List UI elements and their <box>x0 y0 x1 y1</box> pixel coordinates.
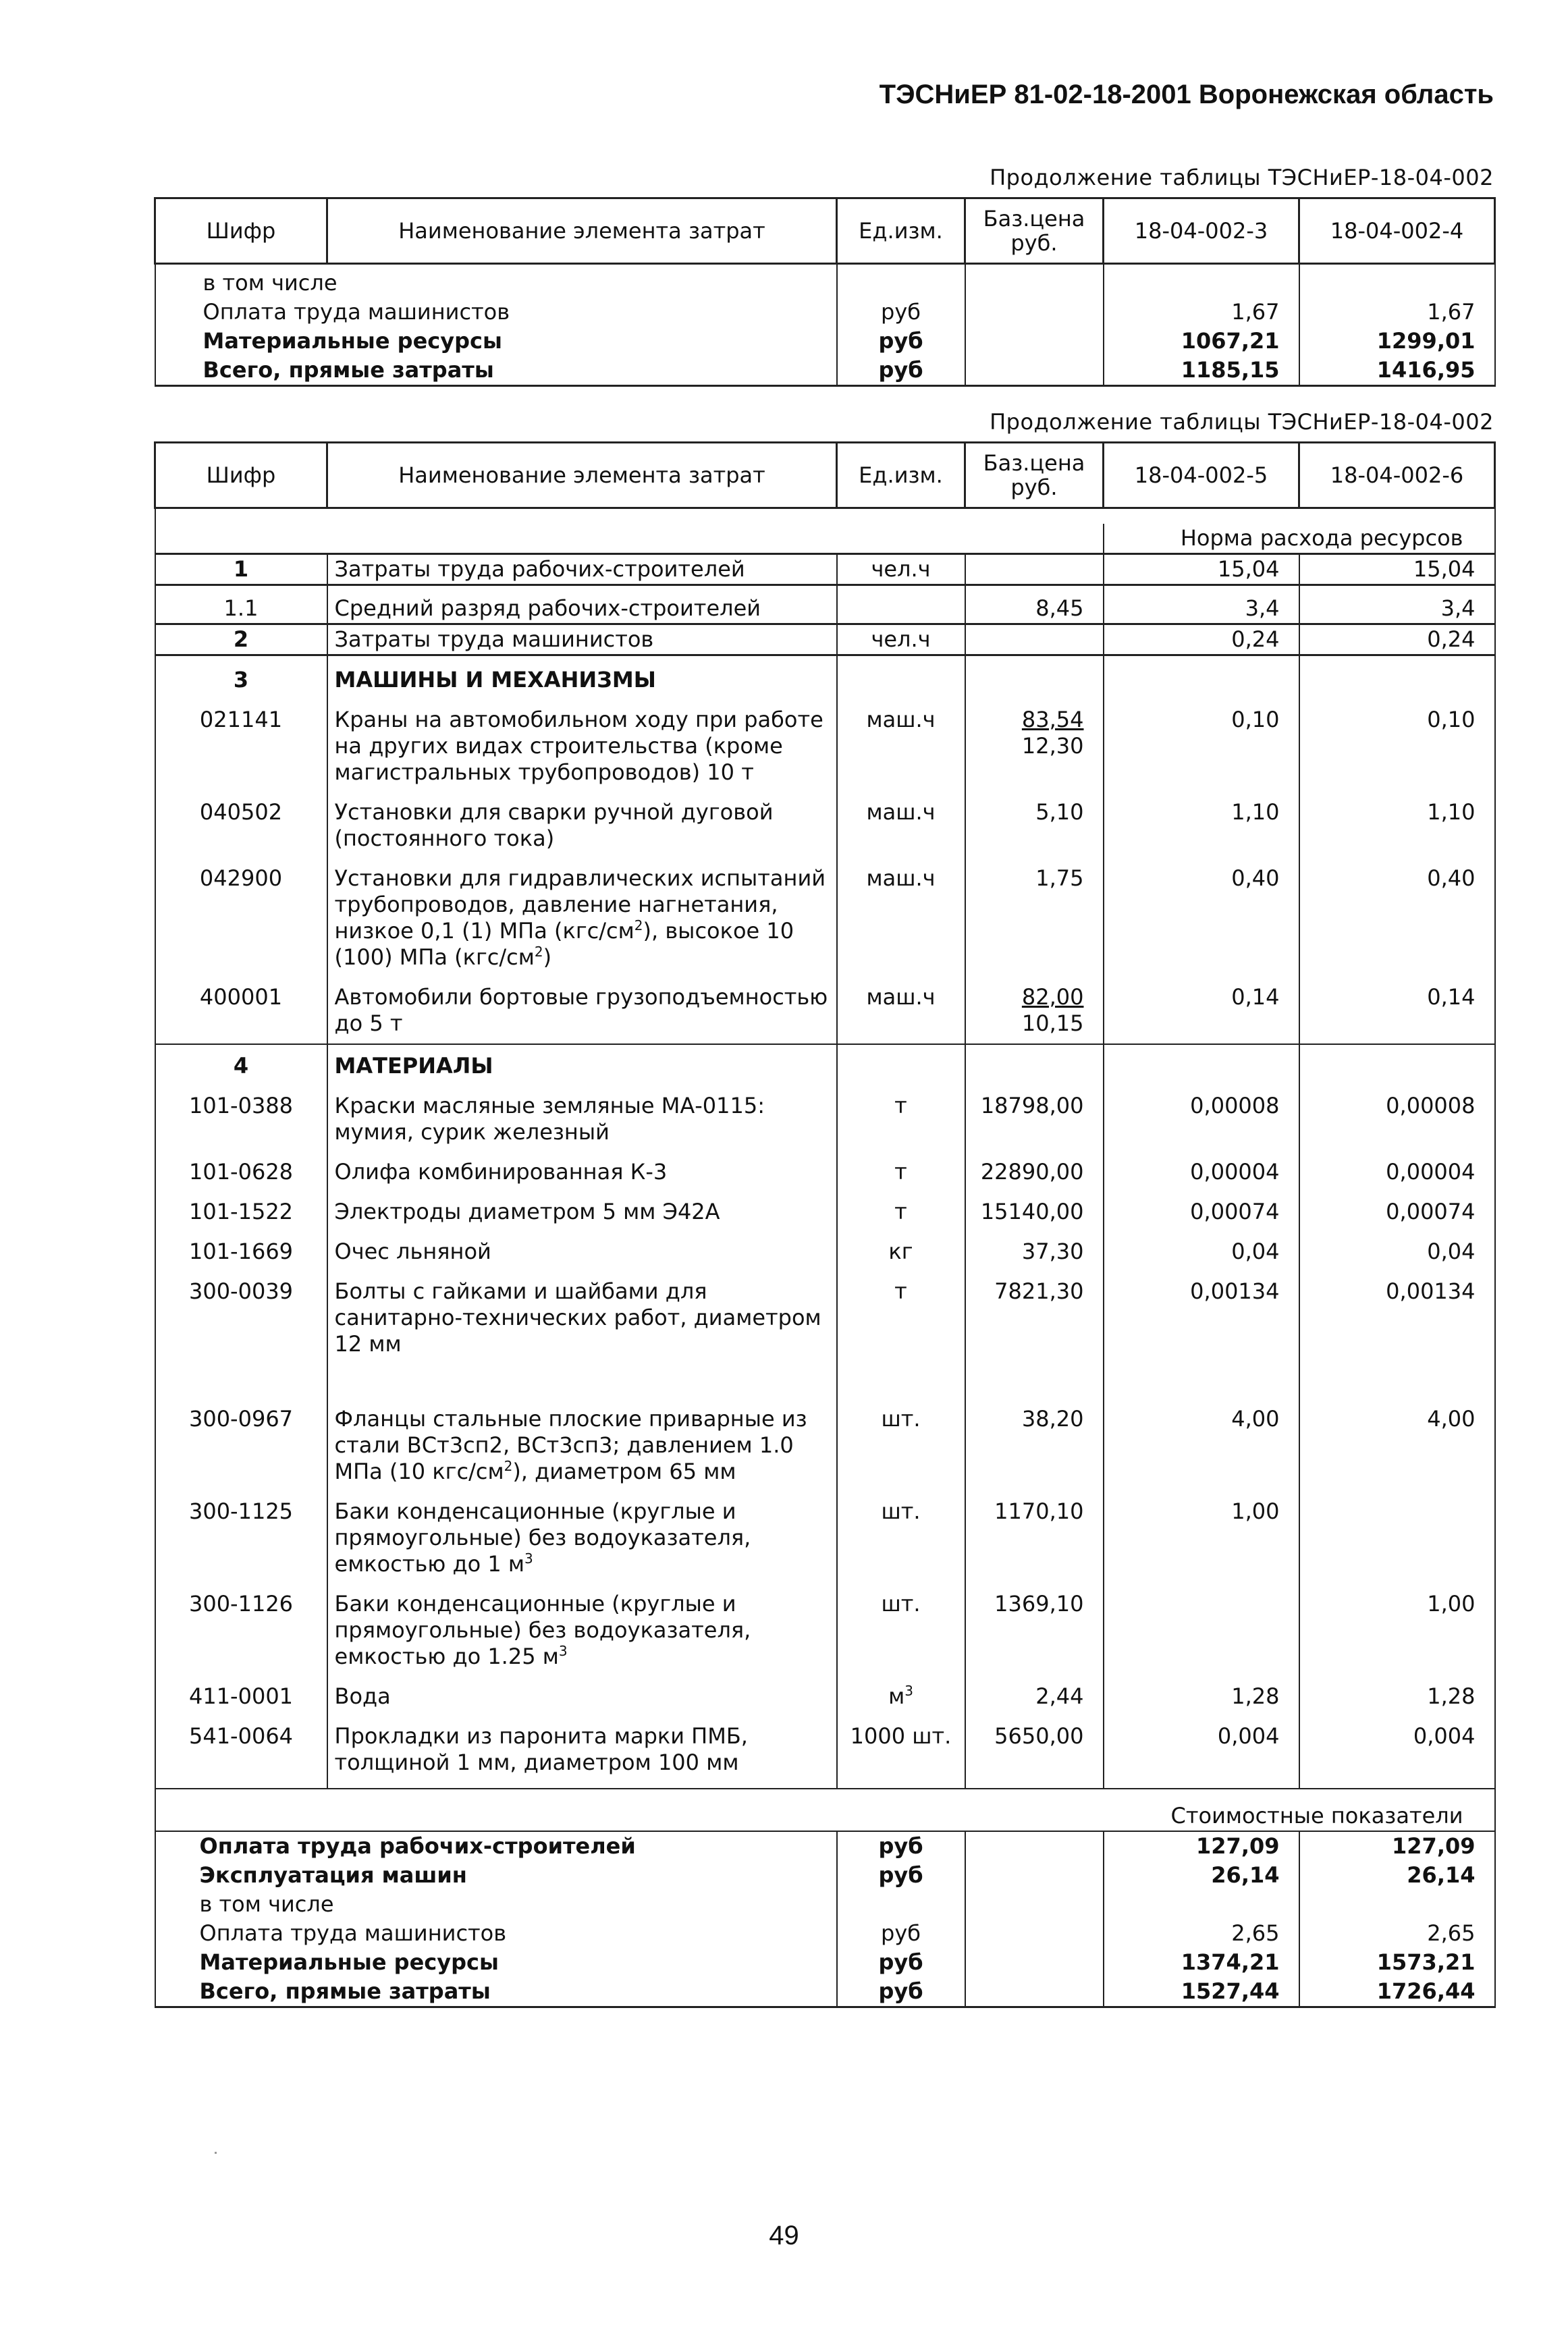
price-secondary: 10,15 <box>1021 1010 1084 1036</box>
row-code: 021141 <box>155 695 327 787</box>
table-row <box>155 1226 1495 1266</box>
row-price: 1369,10 <box>965 1579 1104 1671</box>
totals-row <box>155 1831 1495 1861</box>
table1-header-row <box>155 198 1495 264</box>
total-value-1: 26,14 <box>1104 1861 1299 1890</box>
row-unit: т <box>837 1081 965 1147</box>
total-value-2 <box>1299 1890 1495 1919</box>
row-name: Всего, прямые затраты <box>155 356 837 386</box>
row-value-2 <box>1299 1486 1495 1579</box>
row-value-2: 1416,95 <box>1299 356 1495 386</box>
totals-row <box>155 1948 1495 1977</box>
table2-header-row <box>155 443 1495 508</box>
row-value-2: 0,14 <box>1299 972 1495 1044</box>
row-value-1: 0,00004 <box>1104 1147 1299 1187</box>
row-price <box>965 624 1104 655</box>
row-unit: чел.ч <box>837 624 965 655</box>
row-code: 2 <box>155 624 327 655</box>
row-name: Баки конденсационные (круглые и прямоугольные) без водоуказателя, емкостью до 1.25 $м^3$ <box>327 1579 837 1671</box>
row-code: 101-1522 <box>155 1187 327 1226</box>
price-primary: 82,00 <box>1021 984 1084 1010</box>
row-unit: руб <box>837 327 965 356</box>
table2 <box>154 441 1496 2008</box>
row-price <box>965 695 1104 787</box>
row-unit: шт. <box>837 1579 965 1671</box>
total-value-1: 1374,21 <box>1104 1948 1299 1977</box>
row-value-1: 0,14 <box>1104 972 1299 1044</box>
total-value-1: 2,65 <box>1104 1919 1299 1948</box>
cost-label: Стоимостные показатели <box>1104 1789 1495 1831</box>
row-unit: чел.ч <box>837 554 965 585</box>
table-row <box>155 585 1495 624</box>
row-name: Баки конденсационные (круглые и прямоугольные) без водоуказателя, емкостью до 1 $м^3$ <box>327 1486 837 1579</box>
row-value-1: 0,00134 <box>1104 1266 1299 1398</box>
row-value-1: 0,00008 <box>1104 1081 1299 1147</box>
total-value-2: 127,09 <box>1299 1831 1495 1861</box>
row-name: Очес льняной <box>327 1226 837 1266</box>
row-price: 5650,00 <box>965 1711 1104 1789</box>
row-price: 37,30 <box>965 1226 1104 1266</box>
row-code: 040502 <box>155 787 327 853</box>
row-name: Оплата труда машинистов <box>155 298 837 327</box>
row-value-2: 0,10 <box>1299 695 1495 787</box>
row-value-1: 0,04 <box>1104 1226 1299 1266</box>
row-name: в том числе <box>155 264 837 298</box>
row-unit: т <box>837 1266 965 1398</box>
row-code: 101-1669 <box>155 1226 327 1266</box>
col-header-rate-1: 18-04-002-5 <box>1104 443 1299 508</box>
total-name: в том числе <box>155 1890 837 1919</box>
row-unit: т <box>837 1147 965 1187</box>
row-price <box>965 356 1104 386</box>
total-unit: руб <box>837 1977 965 2007</box>
row-name: Автомобили бортовые грузоподъемностью до 5 т <box>327 972 837 1044</box>
row-unit: $м^3$ <box>837 1671 965 1711</box>
row-name: Электроды диаметром 5 мм Э42А <box>327 1187 837 1226</box>
total-value-1: 1527,44 <box>1104 1977 1299 2007</box>
row-unit <box>837 264 965 298</box>
row-unit: руб <box>837 298 965 327</box>
col-header-name: Наименование элемента затрат <box>327 443 837 508</box>
row-price: 22890,00 <box>965 1147 1104 1187</box>
row-code: 411-0001 <box>155 1671 327 1711</box>
col-header-unit: Ед.изм. <box>837 443 965 508</box>
table-row <box>155 1081 1495 1147</box>
col-header-price: Баз.цена руб. <box>965 443 1104 508</box>
row-value-2: 0,24 <box>1299 624 1495 655</box>
row-value-2: 1,00 <box>1299 1579 1495 1671</box>
row-value-1: 1,67 <box>1104 298 1299 327</box>
norm-label-row <box>155 524 1495 554</box>
table-row <box>155 1579 1495 1671</box>
table-row <box>155 787 1495 853</box>
row-code: 300-0039 <box>155 1266 327 1398</box>
totals-row <box>155 1890 1495 1919</box>
table-row <box>155 1398 1495 1486</box>
row-value-2: 0,04 <box>1299 1226 1495 1266</box>
row-name: МАШИНЫ И МЕХАНИЗМЫ <box>327 655 837 695</box>
row-code: 1 <box>155 554 327 585</box>
row-name: Олифа комбинированная К-3 <box>327 1147 837 1187</box>
row-price <box>965 972 1104 1044</box>
row-price: 7821,30 <box>965 1266 1104 1398</box>
row-value-2: 3,4 <box>1299 585 1495 624</box>
table-row <box>155 1671 1495 1711</box>
row-code: 300-1125 <box>155 1486 327 1579</box>
total-value-1 <box>1104 1890 1299 1919</box>
section-header-row <box>155 655 1495 695</box>
row-price <box>965 554 1104 585</box>
row-value-2: 0,00074 <box>1299 1187 1495 1226</box>
row-value-1: 0,00074 <box>1104 1187 1299 1226</box>
row-unit: шт. <box>837 1486 965 1579</box>
table-row <box>155 1486 1495 1579</box>
row-unit: маш.ч <box>837 853 965 972</box>
row-price <box>965 327 1104 356</box>
row-value-1: 0,24 <box>1104 624 1299 655</box>
section-spacer <box>155 508 1495 524</box>
row-value-2: 0,00004 <box>1299 1147 1495 1187</box>
table-row <box>155 624 1495 655</box>
row-value-2: 1299,01 <box>1299 327 1495 356</box>
row-value-2: 1,28 <box>1299 1671 1495 1711</box>
row-unit: кг <box>837 1226 965 1266</box>
table-row <box>155 1711 1495 1789</box>
total-unit: руб <box>837 1831 965 1861</box>
row-name: Фланцы стальные плоские приварные из стали ВСт3сп2, ВСт3сп3; давлением 1.0 МПа (10 кгс/$см^2$), диаметром 65 мм <box>327 1398 837 1486</box>
row-value-1: 0,40 <box>1104 853 1299 972</box>
cost-label-row <box>155 1789 1495 1831</box>
row-value-1: 1067,21 <box>1104 327 1299 356</box>
price-secondary: 12,30 <box>1021 733 1084 759</box>
row-value-2 <box>1299 264 1495 298</box>
document-header-title: ТЭСНиЕР 81-02-18-2001 Воронежская область <box>879 80 1494 109</box>
row-value-2: 4,00 <box>1299 1398 1495 1486</box>
col-header-name: Наименование элемента затрат <box>327 198 837 264</box>
row-name: Средний разряд рабочих-строителей <box>327 585 837 624</box>
row-price: 1170,10 <box>965 1486 1104 1579</box>
col-header-rate-2: 18-04-002-6 <box>1299 443 1495 508</box>
table1 <box>154 197 1496 387</box>
row-name: Установки для гидравлических испытаний трубопроводов, давление нагнетания, низкое 0,1 (1) МПа $(кгс/см^2)$, высокое 10 (100) МПа $(кгс/см^2)$ <box>327 853 837 972</box>
total-value-2: 1573,21 <box>1299 1948 1495 1977</box>
table-row <box>155 1147 1495 1187</box>
table-row <box>155 554 1495 585</box>
row-value-2: 1,67 <box>1299 298 1495 327</box>
total-value-2: 1726,44 <box>1299 1977 1495 2007</box>
row-value-1: 1185,15 <box>1104 356 1299 386</box>
row-value-1: 1,00 <box>1104 1486 1299 1579</box>
table-row <box>155 853 1495 972</box>
table-row <box>155 972 1495 1044</box>
total-name: Оплата труда машинистов <box>155 1919 837 1948</box>
row-value-1: 0,004 <box>1104 1711 1299 1789</box>
col-header-code: Шифр <box>155 443 327 508</box>
row-name: Вода <box>327 1671 837 1711</box>
row-value-1: 4,00 <box>1104 1398 1299 1486</box>
row-value-2: 1,10 <box>1299 787 1495 853</box>
row-code: 3 <box>155 655 327 695</box>
norm-label: Норма расхода ресурсов <box>1104 524 1495 554</box>
row-code: 101-0628 <box>155 1147 327 1187</box>
row-code: 400001 <box>155 972 327 1044</box>
row-unit: маш.ч <box>837 695 965 787</box>
row-unit: шт. <box>837 1398 965 1486</box>
row-code: 101-0388 <box>155 1081 327 1147</box>
col-header-unit: Ед.изм. <box>837 198 965 264</box>
row-unit <box>837 585 965 624</box>
price-primary: 83,54 <box>1021 707 1084 732</box>
row-value-2: 0,00008 <box>1299 1081 1495 1147</box>
row-value-1: 0,10 <box>1104 695 1299 787</box>
row-unit: маш.ч <box>837 972 965 1044</box>
table-row <box>155 1266 1495 1398</box>
col-header-price: Баз.цена руб. <box>965 198 1104 264</box>
row-code: 042900 <box>155 853 327 972</box>
row-name: Болты с гайками и шайбами для санитарно-технических работ, диаметром 12 мм <box>327 1266 837 1398</box>
total-name: Эксплуатация машин <box>155 1861 837 1890</box>
row-price: 2,44 <box>965 1671 1104 1711</box>
row-name: МАТЕРИАЛЫ <box>327 1044 837 1081</box>
table-row <box>155 1187 1495 1226</box>
scan-speck <box>215 2152 217 2154</box>
table-row <box>155 298 1495 327</box>
row-unit: руб <box>837 356 965 386</box>
col-header-code: Шифр <box>155 198 327 264</box>
row-name: Затраты труда рабочих-строителей <box>327 554 837 585</box>
row-value-2: 15,04 <box>1299 554 1495 585</box>
row-code: 300-0967 <box>155 1398 327 1486</box>
total-value-1: 127,09 <box>1104 1831 1299 1861</box>
col-header-rate-1: 18-04-002-3 <box>1104 198 1299 264</box>
totals-row <box>155 1861 1495 1890</box>
row-price: 15140,00 <box>965 1187 1104 1226</box>
row-value-1: 1,28 <box>1104 1671 1299 1711</box>
row-code: 1.1 <box>155 585 327 624</box>
row-code: 300-1126 <box>155 1579 327 1671</box>
total-name: Оплата труда рабочих-строителей <box>155 1831 837 1861</box>
row-price: 38,20 <box>965 1398 1104 1486</box>
col-header-rate-2: 18-04-002-4 <box>1299 198 1495 264</box>
row-name: Затраты труда машинистов <box>327 624 837 655</box>
total-unit <box>837 1890 965 1919</box>
total-unit: руб <box>837 1861 965 1890</box>
row-price: 1,75 <box>965 853 1104 972</box>
row-value-1: 1,10 <box>1104 787 1299 853</box>
totals-row <box>155 1919 1495 1948</box>
table-row <box>155 695 1495 787</box>
row-price: 5,10 <box>965 787 1104 853</box>
row-price <box>965 264 1104 298</box>
row-value-1: 15,04 <box>1104 554 1299 585</box>
row-value-1 <box>1104 1579 1299 1671</box>
row-code: 4 <box>155 1044 327 1081</box>
table1-continuation-label: Продолжение таблицы ТЭСНиЕР-18-04-002 <box>990 165 1494 190</box>
table2-continuation-label: Продолжение таблицы ТЭСНиЕР-18-04-002 <box>990 409 1494 435</box>
row-value-2: 0,40 <box>1299 853 1495 972</box>
row-name: Прокладки из паронита марки ПМБ, толщиной 1 мм, диаметром 100 мм <box>327 1711 837 1789</box>
row-name: Краски масляные земляные МА-0115: мумия, сурик железный <box>327 1081 837 1147</box>
table-row <box>155 264 1495 298</box>
row-unit: т <box>837 1187 965 1226</box>
row-unit: маш.ч <box>837 787 965 853</box>
section-header-row <box>155 1044 1495 1081</box>
row-name: Материальные ресурсы <box>155 327 837 356</box>
row-price: 18798,00 <box>965 1081 1104 1147</box>
row-name: Краны на автомобильном ходу при работе на других видах строительства (кроме магистральных трубопроводов) 10 т <box>327 695 837 787</box>
row-price <box>965 298 1104 327</box>
row-value-1: 3,4 <box>1104 585 1299 624</box>
row-unit: 1000 шт. <box>837 1711 965 1789</box>
page-number: 49 <box>769 2221 799 2250</box>
total-value-2: 26,14 <box>1299 1861 1495 1890</box>
totals-row <box>155 1977 1495 2007</box>
row-code: 541-0064 <box>155 1711 327 1789</box>
row-name: Установки для сварки ручной дуговой (постоянного тока) <box>327 787 837 853</box>
row-value-1 <box>1104 264 1299 298</box>
table-row <box>155 327 1495 356</box>
total-name: Всего, прямые затраты <box>155 1977 837 2007</box>
row-price: 8,45 <box>965 585 1104 624</box>
total-name: Материальные ресурсы <box>155 1948 837 1977</box>
total-unit: руб <box>837 1919 965 1948</box>
total-value-2: 2,65 <box>1299 1919 1495 1948</box>
row-value-2: 0,00134 <box>1299 1266 1495 1398</box>
total-unit: руб <box>837 1948 965 1977</box>
table-row <box>155 356 1495 386</box>
row-value-2: 0,004 <box>1299 1711 1495 1789</box>
